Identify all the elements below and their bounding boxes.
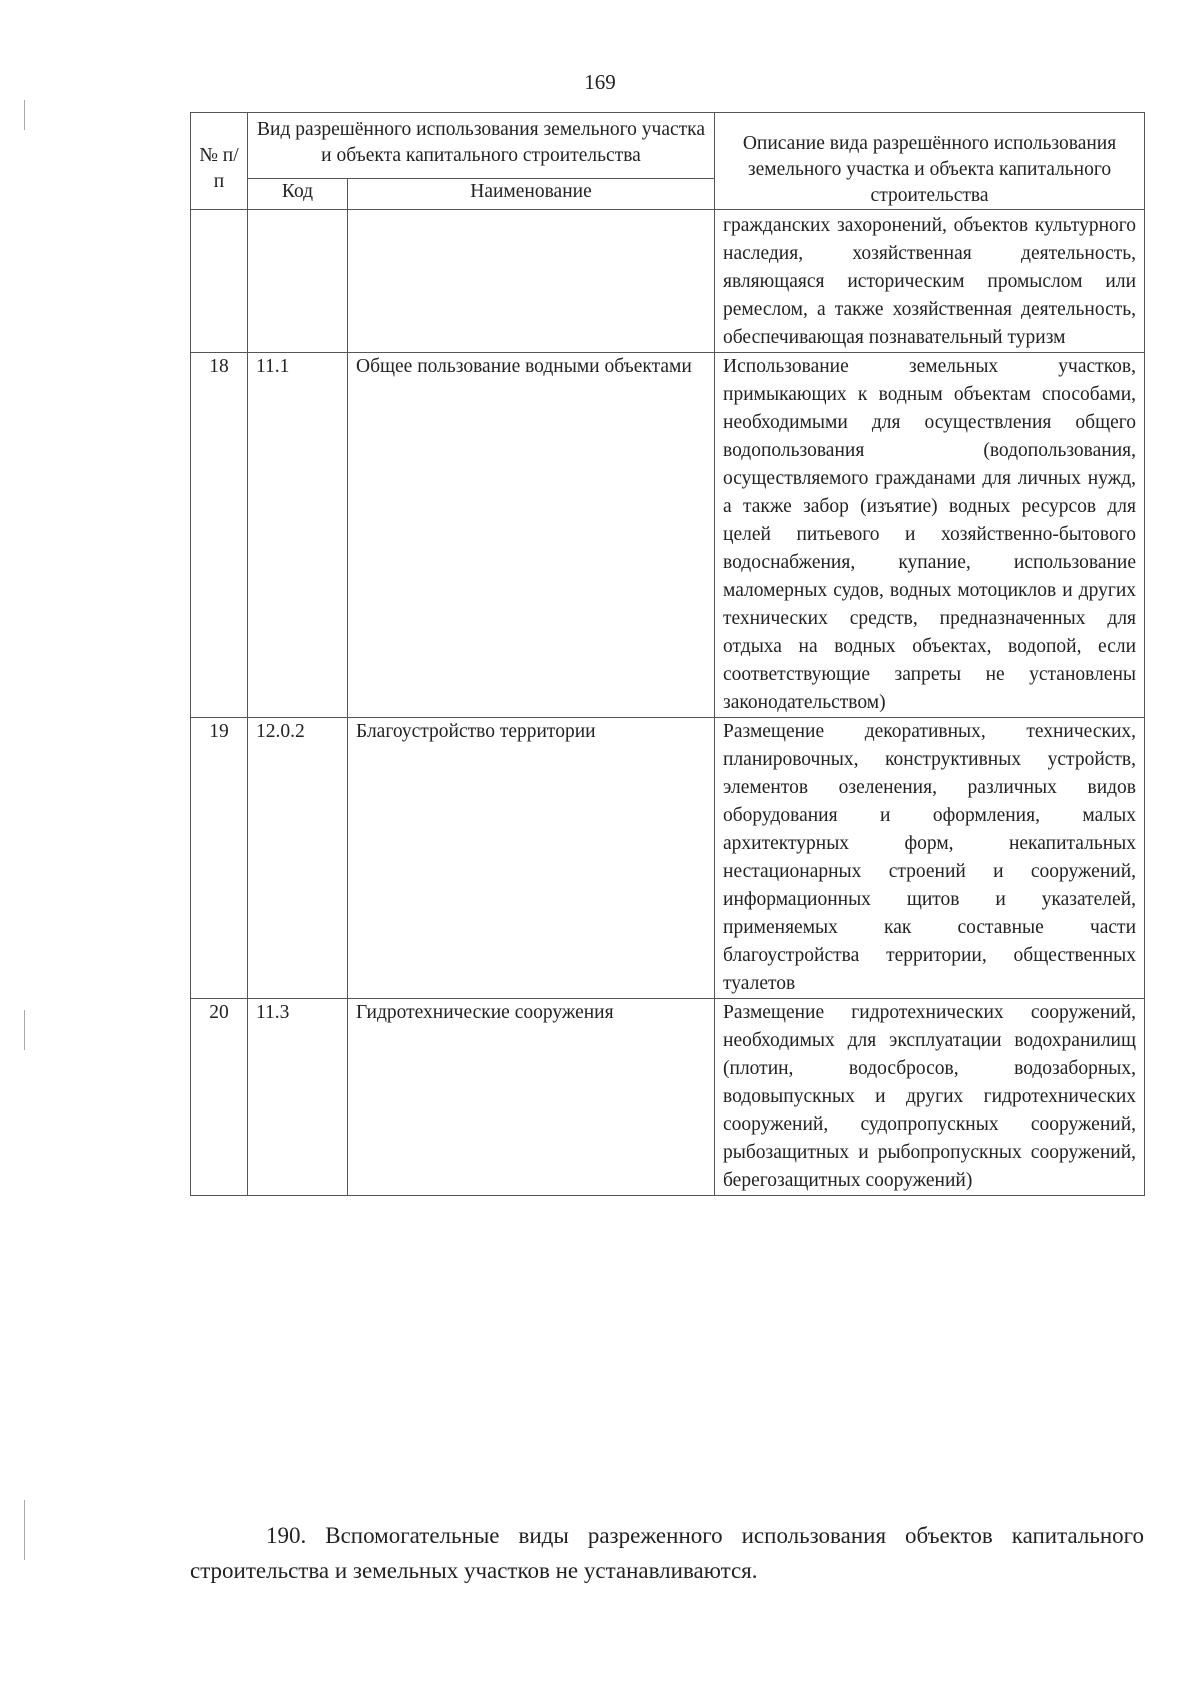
cell-name: Благоустройство территории	[348, 718, 715, 999]
cell-num: 20	[191, 999, 248, 1196]
cell-num	[191, 210, 248, 353]
cell-description: Использование земельных участков, примыкающих к водным объектам способами, необходимыми для осуществления общего водопользования (водопользования, осуществляемого гражданами для личных нужд, а также забор (изъятие) водных ресурсов для целей питьевого и хозяйственно-бытового водоснабжения, купание, использование маломерных судов, водных мотоциклов и других технических средств, предназначенных для отдыха на водных объектах, водопой, если соответствующие запреты не установлены законодательством)	[715, 353, 1145, 718]
cell-name: Гидротехнические сооружения	[348, 999, 715, 1196]
scan-artifact-line	[24, 1500, 25, 1560]
scan-artifact-line	[24, 1010, 25, 1050]
cell-code	[248, 210, 348, 353]
cell-num: 18	[191, 353, 248, 718]
table-row	[191, 999, 1145, 1196]
footer-paragraph: 190. Вспомогательные виды разреженного использования объектов капитального строительства и земельных участков не устанавливаются.	[190, 1523, 1144, 1583]
cell-description: Размещение гидротехнических сооружений, необходимых для эксплуатации водохранилищ (плотин, водосбросов, водозаборных, водовыпускных и других гидротехнических сооружений, судопропускных сооружений, рыбозащитных и рыбопропускных сооружений, берегозащитных сооружений)	[715, 999, 1145, 1196]
cell-description: гражданских захоронений, объектов культурного наследия, хозяйственная деятельность, являющаяся историческим промыслом или ремеслом, а также хозяйственная деятельность, обеспечивающая познавательный туризм	[715, 210, 1145, 353]
header-num: № п/п	[191, 113, 248, 210]
table-header	[191, 113, 1145, 210]
land-use-table	[190, 112, 1145, 1196]
table-row	[191, 353, 1145, 718]
table-row-continuation	[191, 210, 1145, 353]
cell-code: 11.3	[248, 999, 348, 1196]
cell-description: Размещение декоративных, технических, планировочных, конструктивных устройств, элементов озеленения, различных видов оборудования и оформления, малых архитектурных форм, некапитальных нестационарных строений и сооружений, информационных щитов и указателей, применяемых как составные части благоустройства территории, общественных туалетов	[715, 718, 1145, 999]
page-number: 169	[584, 70, 616, 94]
cell-num: 19	[191, 718, 248, 999]
header-code: Код	[248, 178, 348, 209]
table-row	[191, 718, 1145, 999]
cell-name: Общее пользование водными объектами	[348, 353, 715, 718]
header-group: Вид разрешённого использования земельного участка и объекта капитального строительства	[248, 113, 715, 179]
cell-code: 12.0.2	[248, 718, 348, 999]
header-name: Наименование	[348, 178, 715, 209]
cell-code: 11.1	[248, 353, 348, 718]
scan-artifact-line	[24, 100, 25, 130]
cell-name	[348, 210, 715, 353]
header-description: Описание вида разрешённого использования земельного участка и объекта капитального строительства	[715, 113, 1145, 210]
